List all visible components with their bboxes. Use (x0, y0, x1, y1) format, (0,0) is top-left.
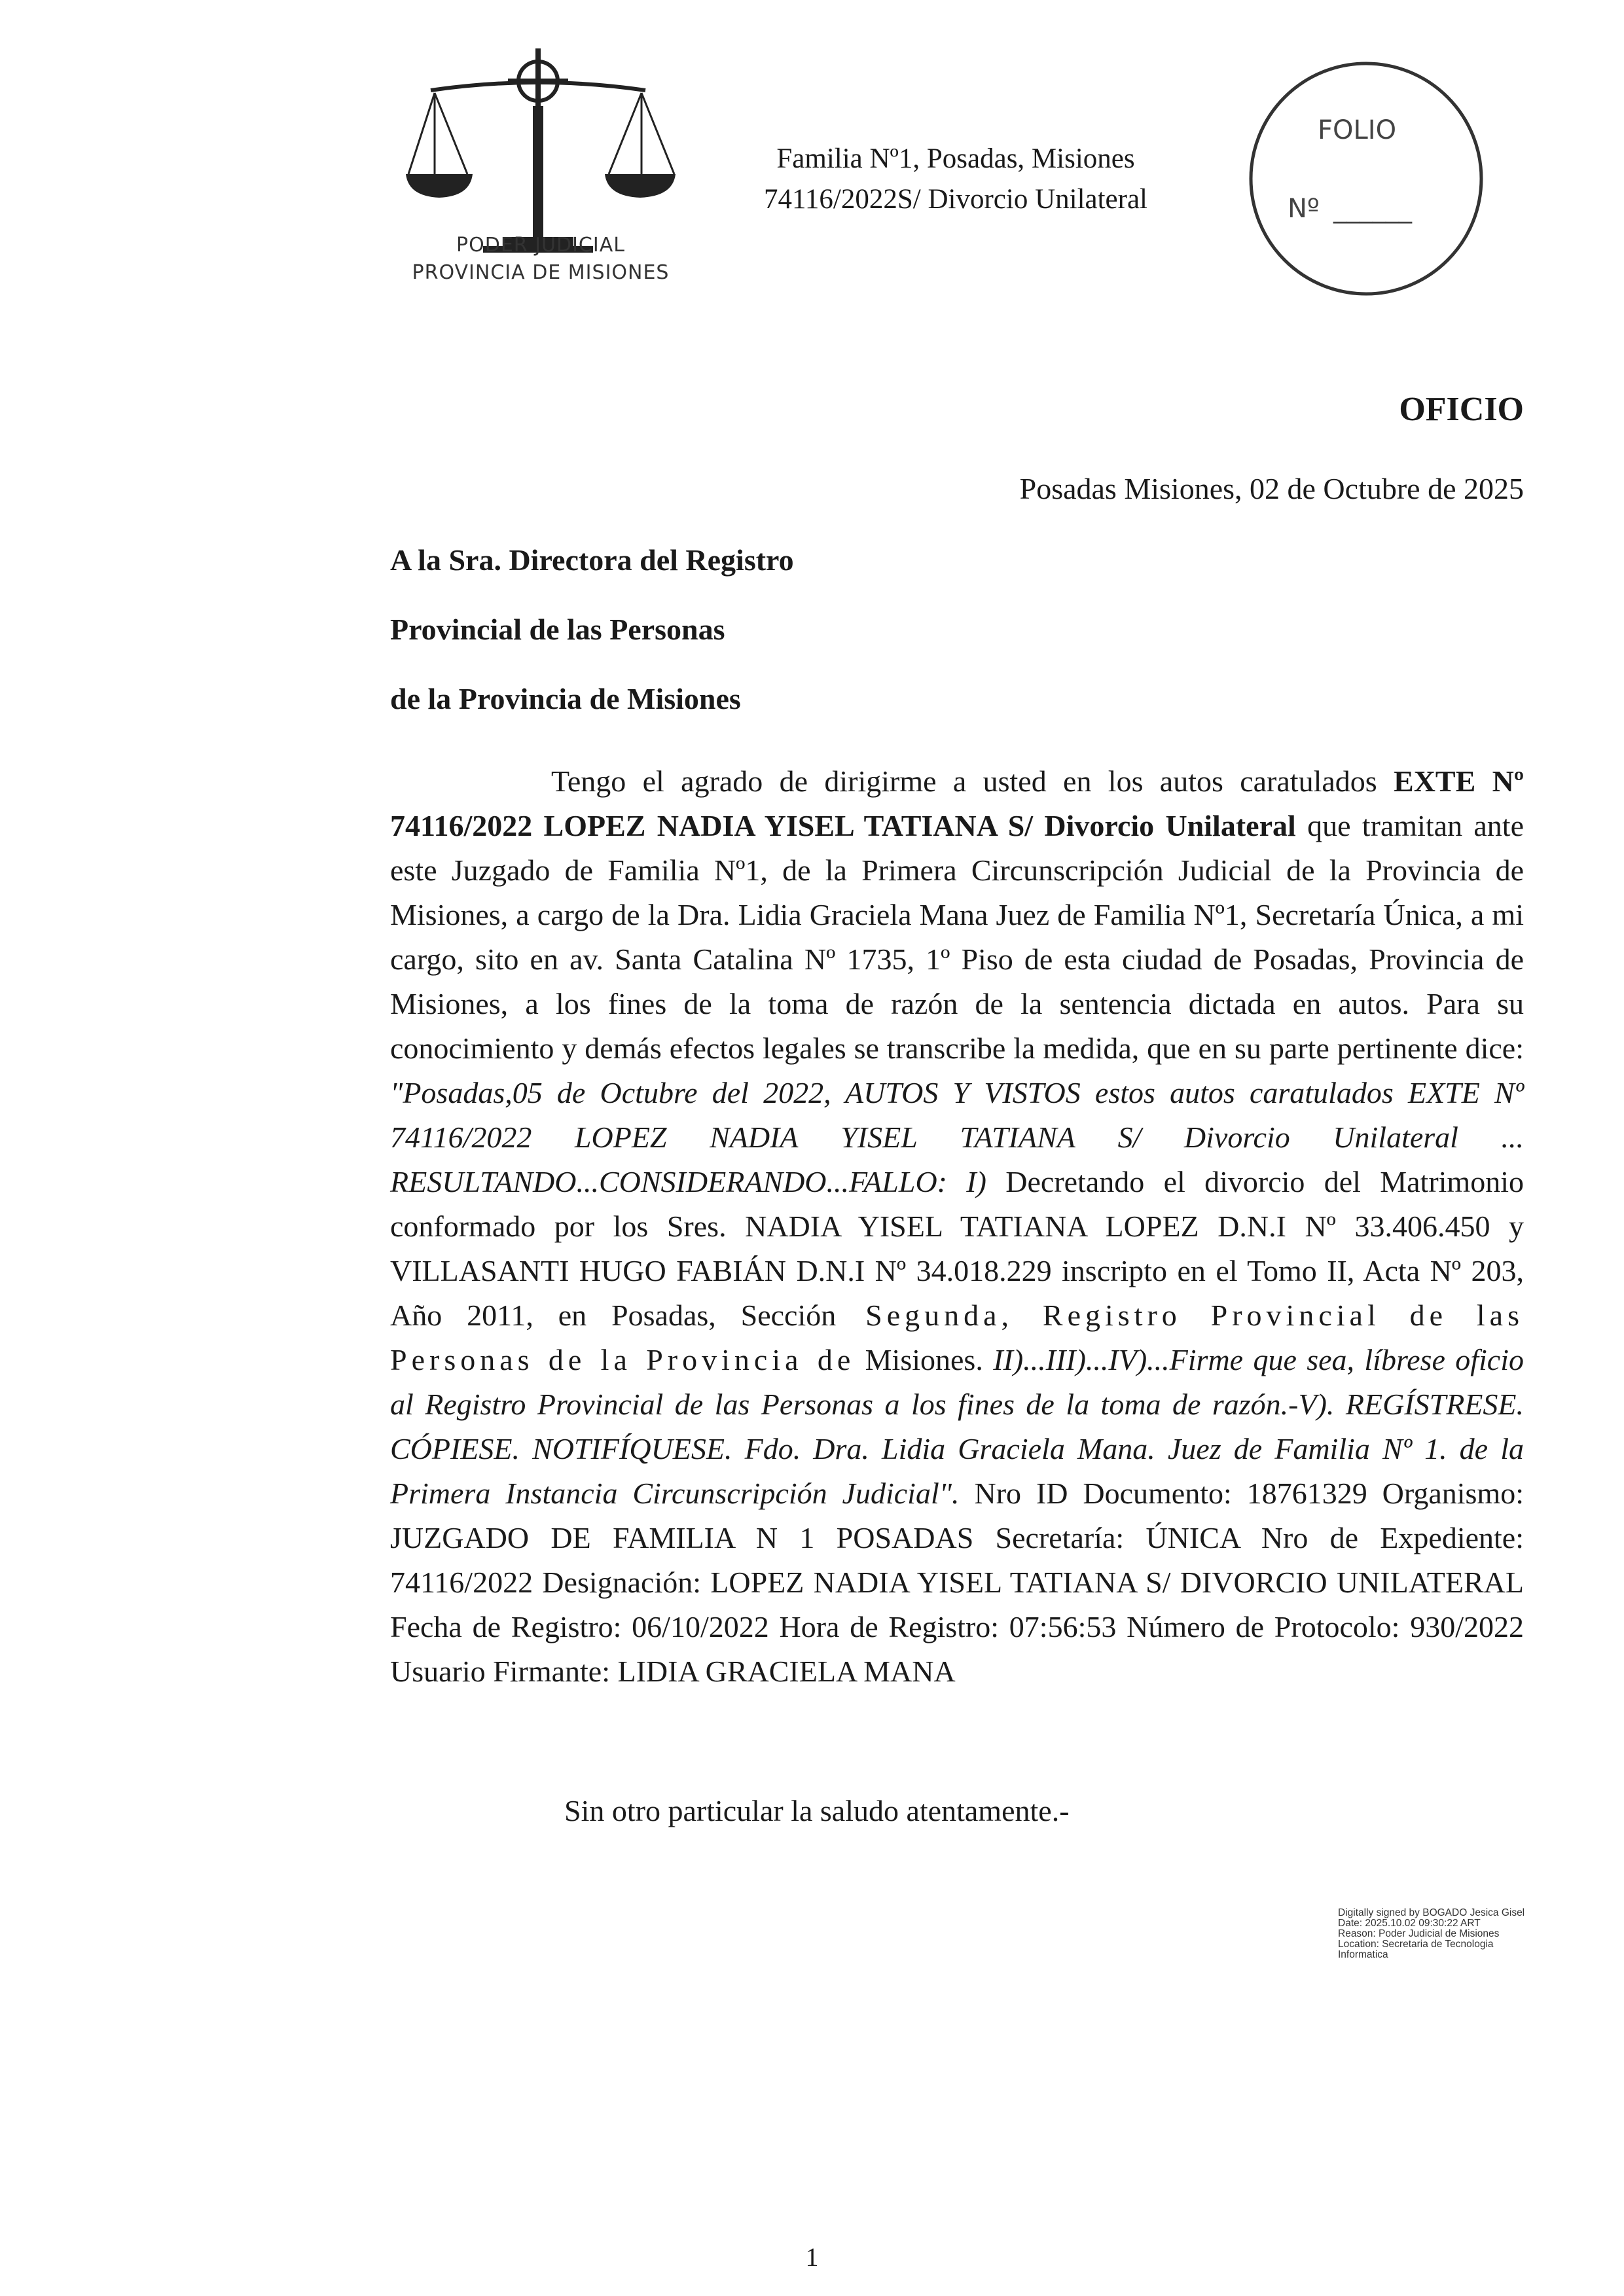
logo-line-2: PROVINCIA DE MISIONES (412, 261, 670, 284)
court-header (707, 139, 1204, 220)
document-date: Posadas Misiones, 02 de Octubre de 2025 (1019, 472, 1524, 505)
signature-date: Date: 2025.10.02 09:30:22 ART (1338, 1918, 1481, 1929)
ruling-province: Misiones. (855, 1343, 994, 1376)
page-number: 1 (805, 2242, 819, 2272)
recipient-line-3: de la Provincia de Misiones (390, 682, 741, 715)
ruling-decree: Decretando el divorcio del Matrimonio conformado por los Sres. NADIA YISEL TATIANA LOPEZ D.N.I Nº 33.406.450 y VILLASANTI HUGO FABIÁN D.N.I Nº 34.018.229 inscripto en el Tomo II, Acta Nº 203, Año 2011, en Posadas, Sección (390, 1165, 1524, 1332)
folio-label: FOLIO (1318, 115, 1397, 145)
logo-line-1: PODER JUDICIAL (456, 234, 625, 257)
digital-signature (1338, 1908, 1554, 1960)
signature-location-cont: Informatica (1338, 1949, 1388, 1960)
recipient-block (390, 541, 1307, 749)
folio-number-blank: ______ (1333, 194, 1412, 224)
case-caption: EXTE Nº 74116/2022 LOPEZ NADIA YISEL TATIANA S/ Divorcio Unilateral (390, 764, 1525, 842)
court-name: Familia Nº1, Posadas, Misiones (776, 143, 1135, 174)
document-metadata: Nro ID Documento: 18761329 Organismo: JUZGADO DE FAMILIA N 1 POSADAS Secretaría: ÚNICA Nro de Expediente: 74116/2022 Designación: LOPEZ NADIA YISEL TATIANA S/ DIVORCIO UNILATERAL Fecha de Registro: 06/10/2022 Hora de Registro: 07:56:53 Número de Protocolo: 930/2022 Usuario Firmante: LIDIA GRACIELA MANA (390, 1477, 1524, 1688)
body-context: que tramitan ante este Juzgado de Familia Nº1, de la Primera Circunscripción Judicial de la Provincia de Misiones, a cargo de la Dra. Lidia Graciela Mana Juez de Familia Nº1, Secretaría Única, a mi cargo, sito en av. Santa Catalina Nº 1735, 1º Piso de esta ciudad de Posadas, Provincia de Misiones, a los fines de la toma de razón de la sentencia dictada en autos. Para su conocimiento y demás efectos legales se transcribe la medida, que en su parte pertinente dice: (390, 809, 1524, 1065)
judicial-scales-logo (405, 41, 677, 296)
folio-number-prefix: Nº (1288, 194, 1320, 224)
body-intro: Tengo el agrado de dirigirme a usted en los autos caratulados (551, 764, 1394, 798)
case-reference: 74116/2022S/ Divorcio Unilateral (764, 184, 1147, 215)
folio-stamp (1247, 60, 1485, 297)
recipient-line-2: Provincial de las Personas (390, 613, 725, 646)
ruling-registry: Segunda, Registro Provincial de las Personas de la Provincia de (390, 1299, 1524, 1376)
signature-signer: Digitally signed by BOGADO Jesica Gisel (1338, 1907, 1525, 1918)
signature-reason: Reason: Poder Judicial de Misiones (1338, 1928, 1500, 1939)
recipient-line-1: A la Sra. Directora del Registro (390, 543, 794, 577)
body-paragraph (390, 759, 1524, 1694)
signature-location: Location: Secretaria de Tecnologia (1338, 1939, 1494, 1950)
ruling-quote-end: II)...III)...IV)...Firme que sea, líbrese oficio al Registro Provincial de las Personas a los fines de la toma de razón.-V). REGÍSTRESE. CÓPIESE. NOTIFÍQUESE. Fdo. Dra. Lidia Graciela Mana. Juez de Familia Nº 1. de la Primera Instancia Circunscripción Judicial". (390, 1343, 1524, 1510)
closing-line: Sin otro particular la saludo atentamente.- (564, 1794, 1070, 1827)
ruling-quote-start: "Posadas,05 de Octubre del 2022, AUTOS Y VISTOS estos autos caratulados EXTE Nº 74116/2022 LOPEZ NADIA YISEL TATIANA S/ Divorcio Unilateral ... RESULTANDO...CONSIDERANDO...FALLO: I) (390, 1076, 1524, 1198)
document-title: OFICIO (1399, 391, 1524, 428)
body-paragraph-text (390, 759, 1524, 1694)
